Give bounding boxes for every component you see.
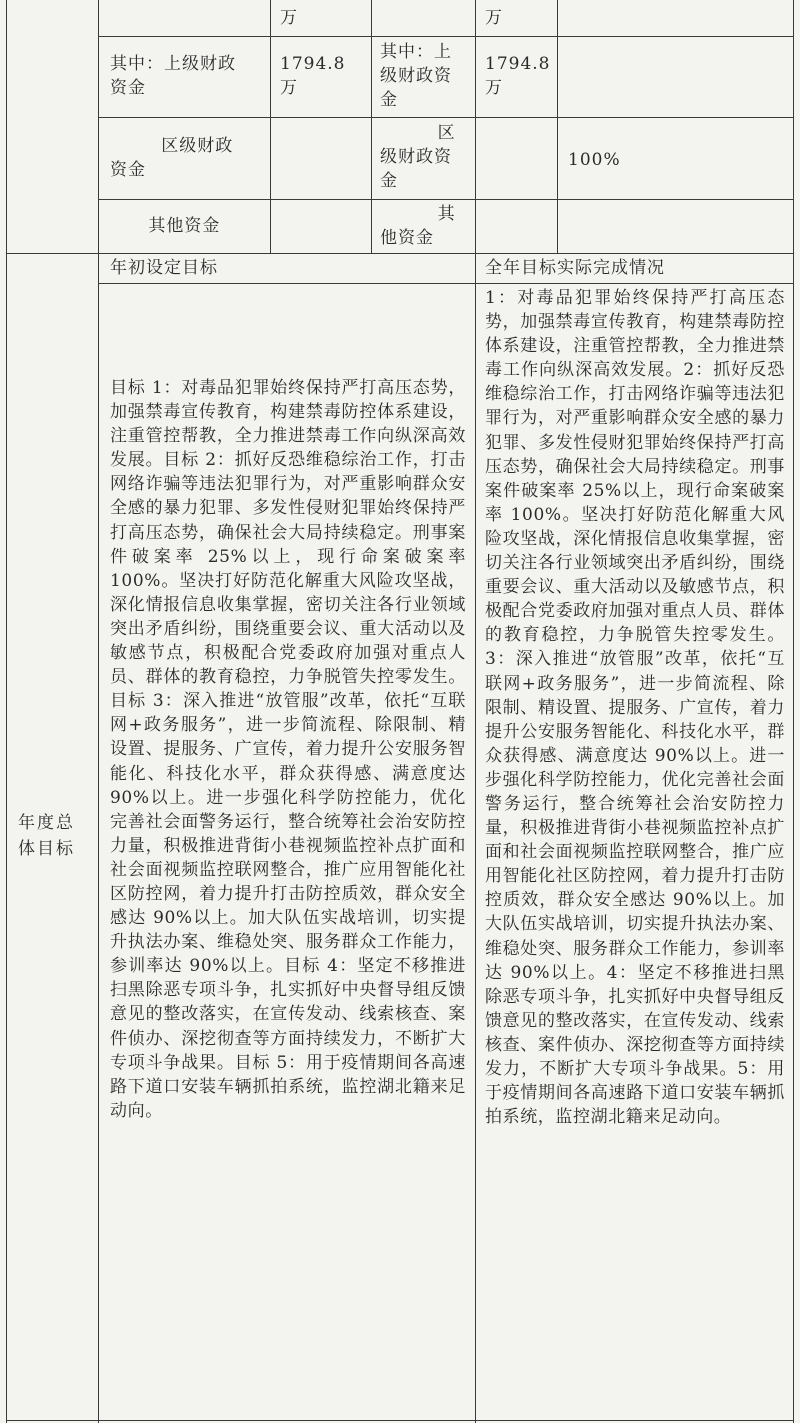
initial-goal-text: 目标 1：对毒品犯罪始终保持严打高压态势，加强禁毒宣传教育，构建禁毒防控体系建设，注重管控帮教，全力推进禁毒工作向纵深高效发展。目标 2：抓好反恐维稳综治工作，打击网络诈骗等违法犯罪行为，对严重影响群众安全感的暴力犯罪、多发性侵财犯罪始终保持严打高压态势，确保社会大局持续稳定。刑事案件破案率 25%以上，现行命案破案率 100%。坚决打好防范化解重大风险攻坚战，深化情报信息收集掌握，密切关注各行业领域突出矛盾纠纷，围绕重要会议、重大活动以及敏感节点，积极配合党委政府加强对重点人员、群体的教育稳控，力争脱管失控零发生。目标 3：深入推进“放管服”改革，依托“互联网+政务服务”，进一步简流程、除限制、精设置、提服务、广宣传，着力提升公安服务智能化、科技化水平，群众获得感、满意度达 90%以上。进一步强化科学防控能力，优化完善社会面警务运行，整合统筹社会治安防控力量，积极推进背街小巷视频监控补点扩面和社会面视频监控联网整合，推广应用智能化社区防控网，着力提升打击防控质效，群众安全感达 90%以上。加大队伍实战培训，切实提升执法办案、维稳处突、服务群众工作能力，参训率达 90%以上。目标 4：坚定不移推进扫黑除恶专项斗争，扎实抓好中央督导组反馈意见的整改落实，在宣传发动、线索核查、案件侦办、深挖彻查等方面持续发力，不断扩大专项斗争战果。目标 5：用于疫情期间各高速路下道口安装车辆抓拍系统，监控湖北籍来足动向。: [110, 378, 466, 1121]
budget-left-label-3: 其他资金: [110, 216, 221, 236]
budget-left-value-1: 1794.8 万: [280, 54, 346, 98]
table-bottom: [6, 1420, 794, 1421]
budget-right-label-3: 其 他资金: [380, 204, 456, 248]
actual-goal-text: 1：对毒品犯罪始终保持严打高压态势，加强禁毒宣传教育，构建禁毒防控体系建设，注重管控帮教，全力推进禁毒工作向纵深高效发展。2：抓好反恐维稳综治工作，打击网络诈骗等违法犯罪行为，对严重影响群众安全感的暴力犯罪、多发性侵财犯罪始终保持严打高压态势，确保社会大局持续稳定。刑事案件破案率 25%以上，现行命案破案率 100%。坚决打好防范化解重大风险攻坚战，深化情报信息收集掌握，密切关注各行业领域突出矛盾纠纷，围绕重要会议、重大活动以及敏感节点，积极配合党委政府加强对重点人员、群体的教育稳控，力争脱管失控零发生。3：深入推进“放管服”改革，依托“互联网+政务服务”，进一步简流程、除限制、精设置、提服务、广宣传，着力提升公安服务智能化、科技化水平，群众获得感、满意度达 90%以上。进一步强化科学防控能力，优化完善社会面警务运行，整合统筹社会治安防控力量，积极推进背街小巷视频监控补点扩面和社会面视频监控联网整合，推广应用智能化社区防控网，着力提升打击防控质效，群众安全感达 90%以上。加大队伍实战培训，切实提升执法办案、维稳处突、服务群众工作能力，参训率达 90%以上。4：坚定不移推进扫黑除恶专项斗争，扎实抓好中央督导组反馈意见的整改落实，在宣传发动、线索核查、案件侦办、深挖彻查等方面持续发力，不断扩大专项斗争战果。5：用于疫情期间各高速路下道口安装车辆抓拍系统，监控湖北籍来足动向。: [485, 288, 785, 1128]
column-divider-label: [98, 0, 99, 1423]
budget-divider-1: [270, 0, 271, 253]
row-line-4: [6, 253, 794, 254]
table-border-left: [6, 0, 7, 1423]
budget-left-label-2: 区级财政 资金: [110, 136, 234, 180]
column-divider-center: [475, 0, 476, 1423]
budget-right-label-2: 区 级财政资 金: [380, 123, 456, 191]
row-line-5: [98, 283, 794, 284]
row-line-3: [98, 199, 794, 200]
budget-rate-2: 100%: [568, 150, 621, 170]
budget-right-label-1: 其中：上 级财政资 金: [380, 42, 452, 110]
table-border-right: [793, 0, 794, 1423]
budget-left-value-0: 万: [280, 8, 298, 28]
budget-right-value-1: 1794.8 万: [485, 54, 551, 98]
initial-goal-header: 年初设定目标: [110, 258, 218, 278]
row-line-1: [98, 36, 794, 37]
actual-goal-header: 全年目标实际完成情况: [485, 258, 665, 278]
budget-divider-3: [557, 0, 558, 253]
budget-left-label-1: 其中：上级财政 资金: [110, 54, 236, 98]
row-line-2: [98, 117, 794, 118]
annual-goal-label: 年度总 体目标: [18, 813, 75, 859]
budget-divider-2: [371, 0, 372, 253]
budget-right-value-0: 万: [485, 8, 503, 28]
